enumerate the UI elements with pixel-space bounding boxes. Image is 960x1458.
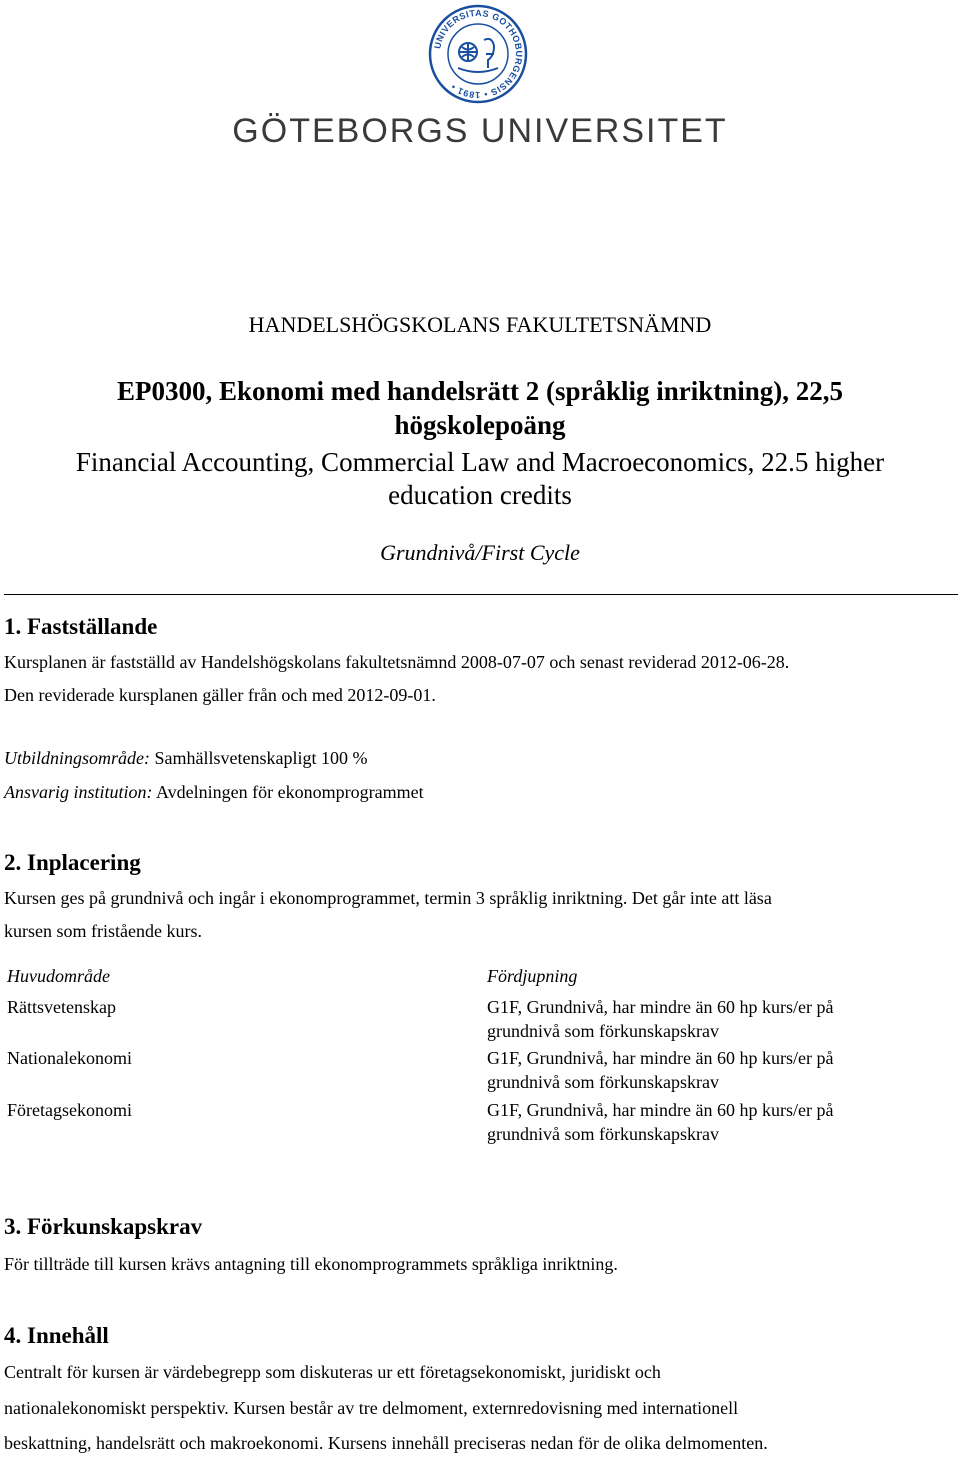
table-cell-depth: [487, 1098, 833, 1146]
table-cell-depth: [487, 1046, 833, 1094]
course-level: Grundnivå/First Cycle: [380, 540, 580, 565]
section-1-line2: Den reviderade kursplanen gäller från och med 2012-09-01.: [4, 685, 436, 705]
section-1-line1: Kursplanen är fastställd av Handelshögskolans fakultetsnämnd 2008-07-07 och senast reviderad 2012-06-28.: [4, 652, 790, 672]
responsible-department: [4, 782, 950, 803]
section-3-line1: För tillträde till kursen krävs antagning till ekonomprogrammets språkliga inriktning.: [4, 1254, 618, 1274]
svg-text:UNIVERSITAS GOTHOBURGENSIS • 1: [432, 8, 524, 100]
section-4-line1: Centralt för kursen är värdebegrepp som diskuteras ur ett företagsekonomiskt, juridiskt och: [4, 1362, 661, 1382]
section-4-line2: nationalekonomiskt perspektiv. Kursen består av tre delmoment, externredovisning med internationell: [4, 1398, 739, 1418]
title-en-line2: education credits: [388, 480, 572, 510]
table-header-depth: Fördjupning: [487, 966, 578, 986]
title-en-line1: Financial Accounting, Commercial Law and Macroeconomics, 22.5 higher: [75, 447, 885, 477]
section-4-line3: beskattning, handelsrätt och makroekonomi. Kursens innehåll preciseras nedan för de olika delmomenten.: [4, 1433, 768, 1453]
section-2-heading: 2. Inplacering: [4, 850, 141, 875]
university-wordmark: GÖTEBORGS UNIVERSITET: [232, 112, 728, 150]
depth-line2: grundnivå som förkunskapskrav: [487, 1021, 719, 1041]
table-cell-depth: [487, 995, 833, 1043]
depth-line2: grundnivå som förkunskapskrav: [487, 1124, 719, 1144]
title-sv-line2: högskolepoäng: [394, 410, 566, 440]
course-title-english: [0, 446, 960, 512]
table-cell-area: Företagsekonomi: [7, 1100, 132, 1120]
table-cell-area: Nationalekonomi: [7, 1048, 132, 1068]
depth-line1: G1F, Grundnivå, har mindre än 60 hp kurs/er på: [487, 1048, 834, 1068]
seal-text: UNIVERSITAS GOTHOBURGENSIS • 1891 •: [432, 7, 525, 101]
section-1-heading: 1. Fastställande: [4, 614, 158, 639]
course-title-swedish: [0, 374, 960, 442]
section-2-line2: kursen som fristående kurs.: [4, 921, 202, 941]
section-2-line1: Kursen ges på grundnivå och ingår i ekonomprogrammet, termin 3 språklig inriktning. Det går inte att läsa: [4, 888, 772, 908]
section-4-heading: 4. Innehåll: [4, 1323, 109, 1348]
depth-line1: G1F, Grundnivå, har mindre än 60 hp kurs/er på: [487, 1100, 834, 1120]
department-value: Avdelningen för ekonomprogrammet: [152, 782, 424, 802]
department-label: Ansvarig institution:: [4, 782, 153, 802]
education-field-label: Utbildningsområde:: [4, 748, 150, 768]
education-field-value: Samhällsvetenskapligt 100 %: [150, 748, 368, 768]
section-3-heading: 3. Förkunskapskrav: [4, 1214, 203, 1239]
depth-line1: G1F, Grundnivå, har mindre än 60 hp kurs/er på: [487, 997, 834, 1017]
table-cell-area: Rättsvetenskap: [7, 997, 116, 1017]
university-seal-logo: [428, 4, 528, 104]
table-header-main-area: Huvudområde: [7, 966, 110, 986]
faculty-name: HANDELSHÖGSKOLANS FAKULTETSNÄMND: [248, 312, 712, 337]
header-divider: [4, 594, 958, 595]
education-field: [4, 748, 950, 769]
depth-line2: grundnivå som förkunskapskrav: [487, 1072, 719, 1092]
title-sv-line1: EP0300, Ekonomi med handelsrätt 2 (språklig inriktning), 22,5: [116, 376, 844, 406]
